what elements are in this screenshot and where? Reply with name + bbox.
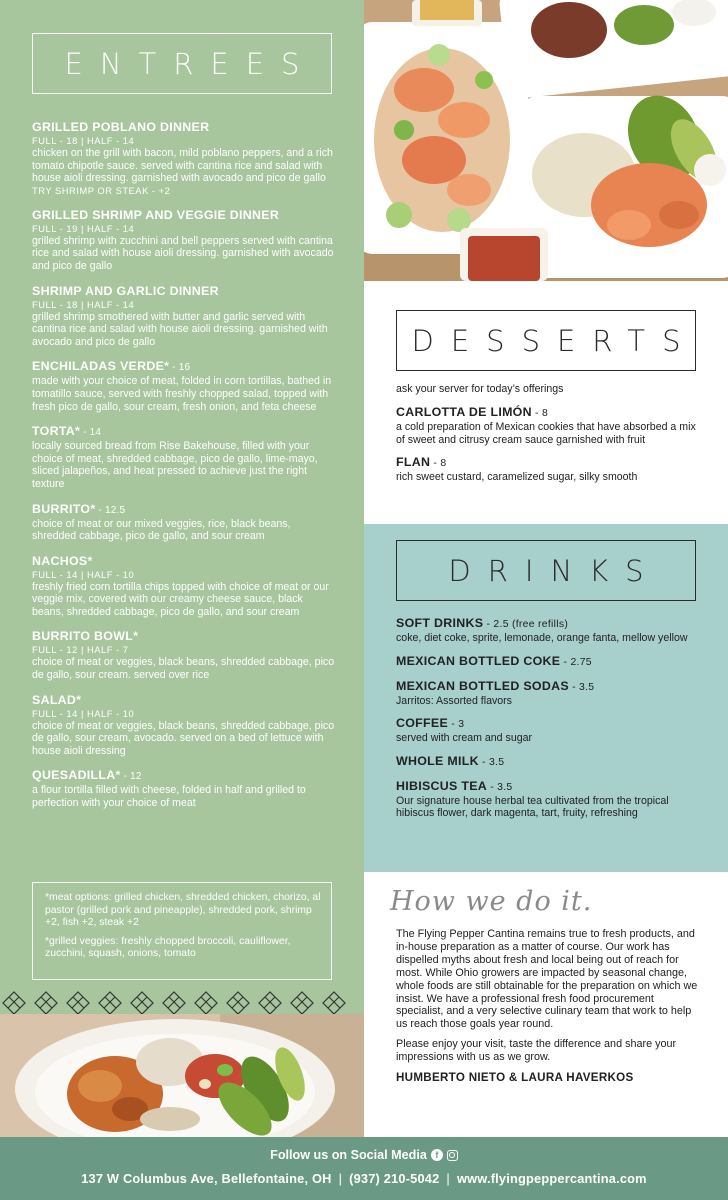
entrees-panel xyxy=(0,0,364,1137)
item-name: WHOLE MILK xyxy=(396,753,479,768)
pattern-diamond xyxy=(67,992,89,1014)
item-name-line xyxy=(396,455,701,471)
item-name: SHRIMP AND GARLIC DINNER xyxy=(32,283,219,298)
item-description: choice of meat or veggies, black beans, shredded cabbage, pico de gallo, sour cream. served over rice xyxy=(32,656,335,682)
pattern-diamond xyxy=(163,992,185,1014)
entrees-title: ENTREES xyxy=(64,46,317,81)
item-extra: TRY SHRIMP OR STEAK - +2 xyxy=(32,184,171,196)
item-sizes: FULL - 18 | HALF - 14 xyxy=(32,298,135,310)
item-name-line xyxy=(32,554,337,569)
item-description: coke, diet coke, sprite, lemonade, orange fanta, mellow yellow xyxy=(396,632,688,644)
desserts-title-box xyxy=(396,310,696,371)
item-name: SALAD* xyxy=(32,692,82,707)
desserts-intro: ask your server for today’s offerings xyxy=(396,383,564,395)
meat-options-note: *meat options: grilled chicken, shredded chicken, chorizo, al pastor (grilled pork and pineapple), shredded pork, shrimp +2, fish +2, steak +2 xyxy=(45,892,321,929)
food-photo-dinner-plates xyxy=(364,0,728,281)
menu-item xyxy=(32,502,337,543)
item-price: - 3.5 xyxy=(487,781,513,793)
menu-item xyxy=(32,554,337,619)
menu-item xyxy=(32,693,337,758)
menu-item xyxy=(396,455,701,484)
item-description: freshly fried corn tortilla chips topped with choice of meat or our veggie mix, covered with our creamy cheese sauce, black beans, shredded cabbage, pico de gallo, and sour cream xyxy=(32,580,329,618)
menu-item xyxy=(32,424,337,490)
pattern-diamond xyxy=(195,992,217,1014)
drinks-title: DRINKS xyxy=(448,553,661,588)
item-name-line xyxy=(32,208,337,223)
item-name-line xyxy=(32,284,337,299)
menu-item xyxy=(32,284,337,349)
veggie-options-note: *grilled veggies: freshly chopped broccoli, cauliflower, zucchini, squash, onions, tomato xyxy=(45,935,291,960)
item-price: - 2.75 xyxy=(560,656,592,668)
item-name: GRILLED POBLANO DINNER xyxy=(32,120,210,134)
item-description: Our signature house herbal tea cultivated from the tropical hibiscus flower, dark magenta, tart, fruity, refreshing xyxy=(396,794,669,820)
item-name: MEXICAN BOTTLED COKE xyxy=(396,653,561,668)
story-heading: How we do it. xyxy=(390,886,593,917)
item-name: QUESADILLA* xyxy=(32,768,121,783)
item-name-line xyxy=(32,629,337,644)
item-name-line xyxy=(32,693,337,708)
drinks-section xyxy=(364,524,728,872)
item-name: TORTA* xyxy=(32,424,81,439)
pattern-diamond xyxy=(3,992,25,1014)
item-name: NACHOS* xyxy=(32,553,93,568)
item-description: a cold preparation of Mexican cookies that have absorbed a mix of sweet and citrusy cream sauce garnished with fruit xyxy=(396,421,696,446)
item-price: - 3 xyxy=(448,719,465,731)
pattern-diamond xyxy=(35,992,57,1014)
item-name: BURRITO* xyxy=(32,501,96,516)
item-price: - 3.5 xyxy=(478,756,505,768)
item-name: GRILLED SHRIMP AND VEGGIE DINNER xyxy=(32,207,280,222)
footer-address: 137 W Columbus Ave, Bellefontaine, OH xyxy=(81,1171,332,1186)
item-name: HIBISCUS TEA xyxy=(396,778,488,793)
menu-item xyxy=(396,779,701,820)
menu-item xyxy=(396,616,701,645)
item-description: grilled shrimp with zucchini and bell peppers served with cantina rice and salad with house aioli dressing. garnished with avocado and pico de gallo xyxy=(32,234,334,272)
item-description: a flour tortilla filled with cheese, folded in half and grilled to perfection with your choice of meat xyxy=(32,784,306,810)
desserts-list xyxy=(396,383,701,493)
menu-item xyxy=(32,768,337,809)
item-description: locally sourced bread from Rise Bakehouse, filled with your choice of meat, shredded cabbage, pico de gallo, lime-mayo, sliced jalapeños, and heat pressed to achieve just the right texture xyxy=(32,440,318,490)
story-signature: HUMBERTO NIETO & LAURA HAVERKOS xyxy=(396,1071,634,1085)
drinks-title-box xyxy=(396,540,696,601)
item-sizes: FULL - 19 | HALF - 14 xyxy=(32,222,135,234)
menu-item xyxy=(32,629,337,681)
entree-list xyxy=(32,120,337,821)
menu-item xyxy=(32,120,337,197)
item-description: rich sweet custard, caramelized sugar, silky smooth xyxy=(396,471,638,484)
menu-item xyxy=(396,405,701,446)
item-description: choice of meat or veggies, black beans, shredded cabbage, pico de gallo, sour cream, avocado. served on a bed of lettuce with house aioli dressing xyxy=(32,719,335,757)
item-price: - 8 xyxy=(531,408,549,419)
item-name-line xyxy=(396,654,701,670)
item-sizes: FULL - 18 | HALF - 14 xyxy=(32,135,135,146)
item-price: - 3.5 xyxy=(568,681,595,693)
separator: | xyxy=(338,1171,343,1186)
item-price: - 12 xyxy=(120,771,142,783)
separator: | xyxy=(446,1171,450,1186)
item-price: - 14 xyxy=(80,427,102,439)
item-description: choice of meat or our mixed veggies, rice, black beans, shredded cabbage, pico de gallo, and sour cream xyxy=(32,517,291,543)
story-section xyxy=(364,872,728,1137)
item-name: FLAN xyxy=(396,455,431,470)
item-description: chicken on the grill with bacon, mild poblano peppers, and a rich tomato chipotle sauce. served with cantina rice and salad with house aioli dressing. garnished with avocado and pico de gallo xyxy=(32,147,333,185)
item-description: served with cream and sugar xyxy=(396,732,533,745)
menu-item xyxy=(396,679,701,708)
entrees-title-box xyxy=(32,33,332,94)
pattern-diamond xyxy=(323,992,345,1014)
item-name-line xyxy=(396,754,701,770)
menu-item xyxy=(32,208,337,273)
item-sizes: FULL - 14 | HALF - 10 xyxy=(32,707,135,719)
drinks-list xyxy=(396,616,701,829)
options-note-box xyxy=(32,882,332,980)
item-name: ENCHILADAS VERDE* xyxy=(32,359,170,374)
item-name: COFFEE xyxy=(396,716,449,731)
pattern-diamond xyxy=(259,992,281,1014)
item-name-line xyxy=(32,502,337,518)
item-name-line xyxy=(396,679,701,695)
item-name-line xyxy=(32,424,337,440)
facebook-icon[interactable]: f xyxy=(431,1149,443,1161)
footer xyxy=(0,1137,728,1200)
desserts-title: DESSERTS xyxy=(411,323,698,358)
item-name-line xyxy=(396,405,701,421)
item-price: - 12.5 xyxy=(95,504,126,516)
menu-item xyxy=(32,359,337,413)
menu-item xyxy=(396,716,701,745)
story-paragraph-2: Please enjoy your visit, taste the difference and share your impressions with us as we grow. xyxy=(396,1038,677,1064)
desserts-section xyxy=(364,281,728,524)
pattern-diamond xyxy=(291,992,313,1014)
food-photo-burrito-bowl xyxy=(0,1014,364,1137)
item-name-line xyxy=(32,120,337,135)
story-body xyxy=(396,928,700,1085)
item-name-line xyxy=(32,768,337,784)
instagram-icon[interactable] xyxy=(447,1150,458,1161)
item-name: MEXICAN BOTTLED SODAS xyxy=(396,678,569,693)
item-description: grilled shrimp smothered with butter and garlic served with cantina rice and salad with house aioli dressing. garnished with avocado and pico de gallo xyxy=(32,310,328,348)
pattern-diamond xyxy=(99,992,121,1014)
menu-item xyxy=(396,654,701,670)
item-price: - 2.5 (free refills) xyxy=(483,619,569,630)
pattern-diamond xyxy=(131,992,153,1014)
pattern-diamond xyxy=(227,992,249,1014)
story-paragraph-1: The Flying Pepper Cantina remains true to fresh products, and in-house preparation as a matter of course. Our work has dispelled myths about fresh and local being out of reach for most. While Ohio growers are impacted by seasonal change, whole foods are still obtainable for the preparation on which we insist. We have a professional fresh food procurement specialist, and a very selective culinary team that work to help us reach those goals year round. xyxy=(396,928,698,1031)
menu-item xyxy=(396,754,701,770)
footer-phone[interactable]: (937) 210-5042 xyxy=(349,1171,440,1186)
item-name-line xyxy=(396,716,701,732)
item-price: - 16 xyxy=(169,362,191,374)
social-line xyxy=(0,1148,728,1162)
item-name-line xyxy=(32,359,337,375)
item-sizes: FULL - 12 | HALF - 7 xyxy=(32,644,129,656)
item-price: - 8 xyxy=(430,458,447,470)
item-name-line xyxy=(396,779,701,795)
item-description: Jarritos: Assorted flavors xyxy=(396,694,512,707)
social-label: Follow us on Social Media xyxy=(270,1148,427,1162)
item-name-line xyxy=(396,616,701,632)
item-name: SOFT DRINKS xyxy=(396,616,484,630)
footer-website[interactable]: www.flyingpeppercantina.com xyxy=(456,1171,647,1186)
contact-line xyxy=(0,1171,728,1186)
item-name: CARLOTTA DE LIMÓN xyxy=(396,405,532,419)
item-name: BURRITO BOWL* xyxy=(32,629,139,644)
item-description: made with your choice of meat, folded in corn tortillas, bathed in tomatillo sauce, served with freshly chopped salad, topped with fresh pico de gallo, sour cream, fresh onion, and feta cheese xyxy=(32,375,332,413)
item-sizes: FULL - 14 | HALF - 10 xyxy=(32,568,135,580)
